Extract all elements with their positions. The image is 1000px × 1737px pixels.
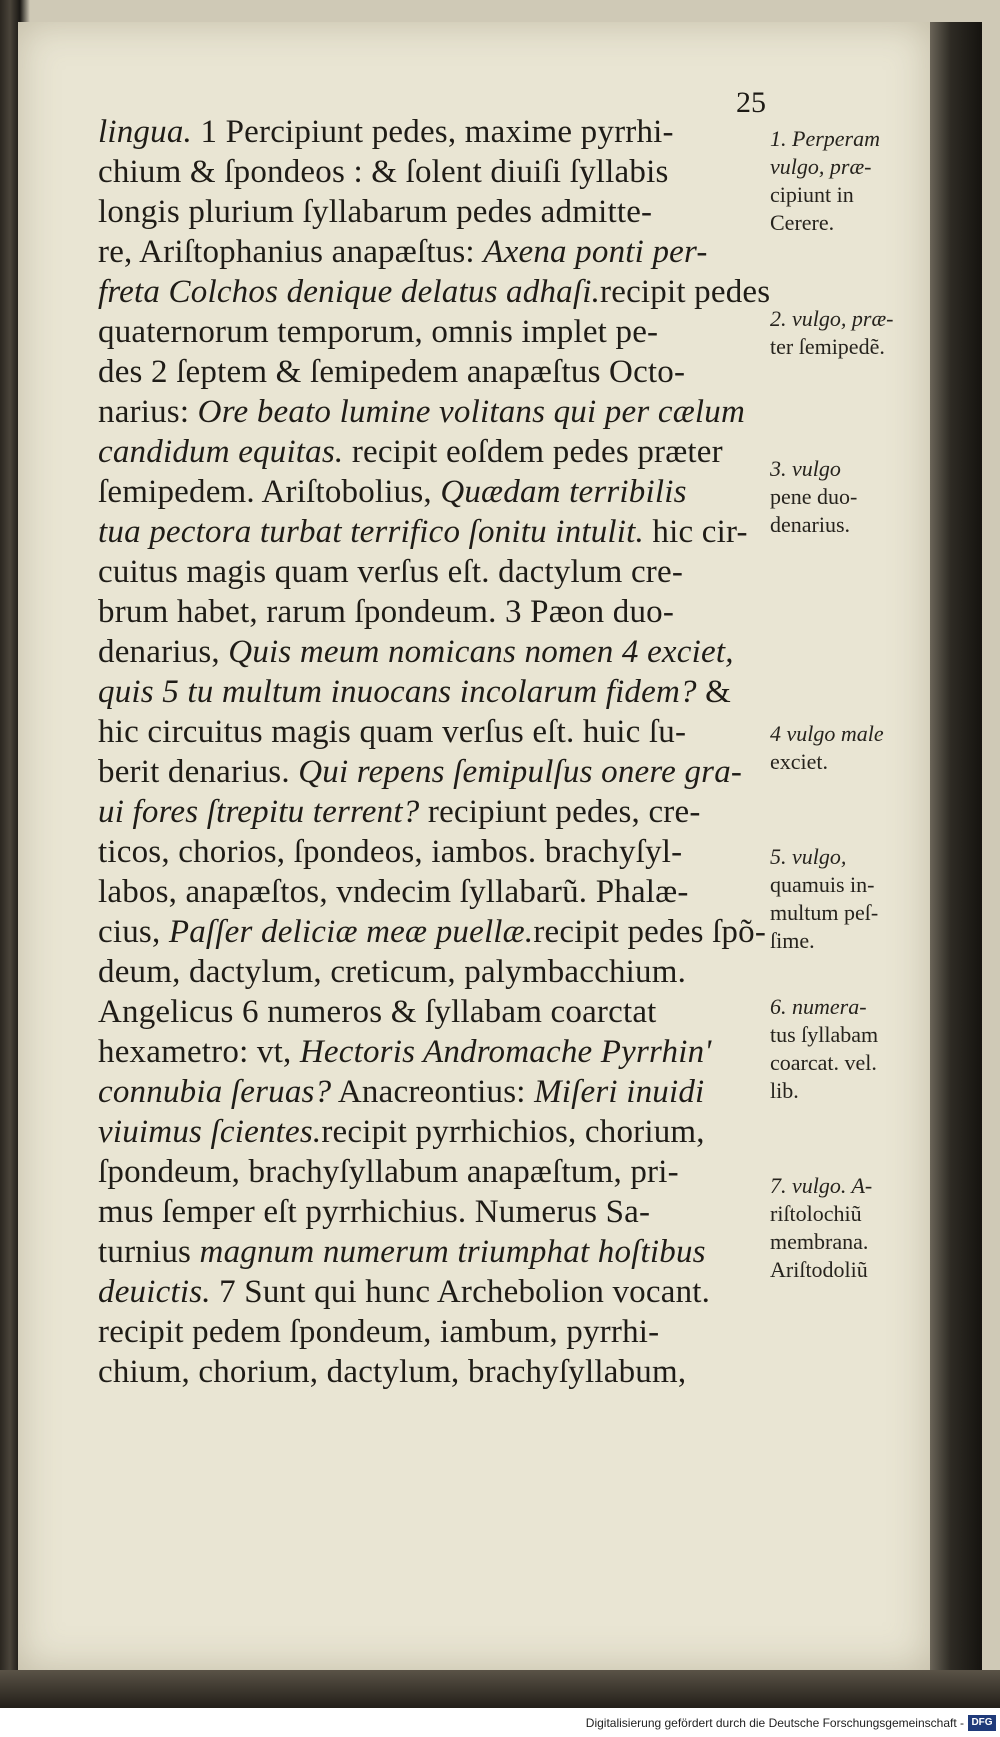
italic-quotation: Quædam terribilis	[440, 474, 687, 510]
text-line	[98, 1312, 768, 1352]
text-line	[98, 1112, 768, 1152]
text-run: ſpondeum, brachyſyllabum anapæſtum, pri-	[98, 1154, 679, 1190]
dfg-logo: DFG	[968, 1715, 996, 1731]
text-line	[98, 472, 768, 512]
text-line	[98, 592, 768, 632]
footer-bar	[0, 1712, 1000, 1737]
margin-note-line: coarcat. vel.	[770, 1050, 877, 1075]
text-run: berit denarius.	[98, 754, 299, 790]
margin-note	[770, 305, 930, 361]
text-line	[98, 552, 768, 592]
margin-note-line: 4 vulgo male	[770, 721, 884, 746]
margin-note-line: vulgo, præ-	[770, 154, 872, 179]
main-text-block	[98, 112, 771, 1392]
italic-quotation: Miſeri inuidi	[534, 1074, 705, 1110]
text-line	[98, 1352, 768, 1392]
text-run: Angelicus 6 numeros & ſyllabam coarctat	[98, 994, 657, 1030]
text-run: narius:	[98, 394, 198, 430]
text-line	[98, 952, 768, 992]
italic-quotation: deuictis.	[98, 1274, 211, 1310]
text-run: 7 Sunt qui hunc Archebolion vocant.	[210, 1274, 711, 1310]
text-run: cuitus magis quam verſus eſt. dactylum cre-	[98, 554, 684, 590]
text-run: brum habet, rarum ſpondeum. 3 Pæon duo-	[98, 594, 675, 630]
page-bottom-edge	[0, 1670, 1000, 1708]
text-line	[98, 872, 768, 912]
text-run: turnius	[98, 1234, 200, 1270]
text-line	[98, 1192, 768, 1232]
text-run: hexametro: vt,	[98, 1034, 300, 1070]
text-line	[98, 632, 768, 672]
italic-quotation: Axena ponti per-	[483, 234, 708, 270]
margin-note-line: 1. Perperam	[770, 126, 880, 151]
margin-note-line: ter ſemipedẽ.	[770, 334, 885, 359]
margin-note-line: pene duo-	[770, 484, 858, 509]
italic-quotation: quis 5 tu multum inuocans incolarum fidem?	[98, 674, 697, 710]
text-run: recipit pyrrhichios, chorium,	[321, 1114, 705, 1150]
text-run: re, Ariſtophanius anapæſtus:	[98, 234, 484, 270]
text-run: mus ſemper eſt pyrrhichius. Numerus Sa-	[98, 1194, 651, 1230]
margin-note	[770, 993, 930, 1105]
margin-note-line: Ariſtodoliũ	[770, 1257, 868, 1282]
text-run: recipit eoſdem pedes præter	[343, 434, 723, 470]
margin-note-line: lib.	[770, 1078, 799, 1103]
text-run: hic cir-	[643, 514, 748, 550]
text-run: ticos, chorios, ſpondeos, iambos. brachyſyl-	[98, 834, 683, 870]
italic-quotation: connubia ſeruas?	[98, 1074, 332, 1110]
italic-quotation: ui fores ſtrepitu terrent?	[98, 794, 420, 830]
italic-quotation: lingua.	[98, 114, 192, 150]
margin-note	[770, 1172, 930, 1284]
italic-quotation: magnum numerum triumphat hoſtibus	[199, 1234, 706, 1270]
italic-quotation: Hectoris Andromache Pyrrhin'	[299, 1034, 712, 1070]
margin-note-line: riſtolochiũ	[770, 1201, 862, 1226]
text-run: labos, anapæſtos, vndecim ſyllabarũ. Phalæ-	[98, 874, 689, 910]
margin-note-line: Cerere.	[770, 210, 835, 235]
text-line	[98, 752, 768, 792]
margin-note-line: 5. vulgo,	[770, 844, 847, 869]
margin-note-line: exciet.	[770, 749, 829, 774]
margin-note-line: cipiunt in	[770, 182, 854, 207]
margin-note-line: 3. vulgo	[770, 456, 841, 481]
text-run: recipit pedes	[600, 274, 771, 310]
text-line	[98, 272, 771, 312]
text-run: denarius,	[98, 634, 229, 670]
text-run: chium, chorium, dactylum, brachyſyllabum,	[98, 1354, 687, 1390]
italic-quotation: candidum equitas.	[98, 434, 344, 470]
text-run: Anacreontius:	[331, 1074, 535, 1110]
text-line	[98, 352, 768, 392]
italic-quotation: viuimus ſcientes.	[98, 1114, 322, 1150]
italic-quotation: freta Colchos denique delatus adhaſi.	[98, 274, 601, 310]
margin-note-line: tus ſyllabam	[770, 1022, 879, 1047]
text-line	[98, 112, 768, 152]
text-line	[98, 392, 768, 432]
margin-note-line: denarius.	[770, 512, 851, 537]
text-run: cius,	[98, 914, 169, 950]
text-line	[98, 672, 768, 712]
text-run: &	[696, 674, 732, 710]
italic-quotation: Quis meum nomicans nomen 4 exciet,	[228, 634, 734, 670]
text-line	[98, 792, 768, 832]
margin-note-line: 2. vulgo, præ-	[770, 306, 894, 331]
text-line	[98, 232, 768, 272]
text-line	[98, 912, 768, 952]
italic-quotation: Ore beato lumine volitans qui per cælum	[197, 394, 746, 430]
text-run: deum, dactylum, creticum, palymbacchium.	[98, 954, 687, 990]
text-run: 1 Percipiunt pedes, maxime pyrrhi-	[192, 114, 674, 150]
text-line	[98, 832, 768, 872]
text-line	[98, 1072, 768, 1112]
margin-note-line: quamuis in-	[770, 872, 875, 897]
margin-note-line: 7. vulgo. A-	[770, 1173, 873, 1198]
page-right-edge	[930, 22, 982, 1670]
page-number: 25	[736, 86, 766, 119]
margin-note	[770, 843, 930, 955]
text-line	[98, 192, 768, 232]
text-line	[98, 1232, 768, 1272]
margin-note	[770, 125, 930, 237]
text-line	[98, 1272, 768, 1312]
text-run: hic circuitus magis quam verſus eſt. huic ſu-	[98, 714, 687, 750]
text-line	[98, 152, 768, 192]
text-line	[98, 1032, 768, 1072]
text-run: chium & ſpondeos : & ſolent diuiſi ſyllabis	[98, 154, 669, 190]
text-run: quaternorum temporum, omnis implet pe-	[98, 314, 659, 350]
italic-quotation: Qui repens ſemipulſus onere gra-	[298, 754, 743, 790]
margin-note-line: multum peſ-	[770, 900, 879, 925]
margin-note	[770, 720, 930, 776]
text-line	[98, 1152, 768, 1192]
italic-quotation: Paſſer deliciæ meæ puellæ.	[168, 914, 534, 950]
text-line	[98, 992, 768, 1032]
funding-credit: Digitalisierung gefördert durch die Deutsche Forschungsgemeinschaft -	[585, 1716, 964, 1730]
text-line	[98, 432, 768, 472]
text-run: recipit pedes ſpõ-	[533, 914, 767, 950]
text-run: ſemipedem. Ariſtobolius,	[98, 474, 441, 510]
margin-note-line: ſime.	[770, 928, 815, 953]
margin-note-line: 6. numera-	[770, 994, 867, 1019]
text-line	[98, 512, 768, 552]
margin-note	[770, 455, 930, 539]
margin-note-line: membrana.	[770, 1229, 869, 1254]
text-run: recipit pedem ſpondeum, iambum, pyrrhi-	[98, 1314, 660, 1350]
text-run: des 2 ſeptem & ſemipedem anapæſtus Octo-	[98, 354, 686, 390]
text-run: recipiunt pedes, cre-	[419, 794, 701, 830]
text-line	[98, 712, 768, 752]
text-run: longis plurium ſyllabarum pedes admitte-	[98, 194, 653, 230]
text-line	[98, 312, 768, 352]
italic-quotation: tua pectora turbat terrifico ſonitu intulit.	[98, 514, 644, 550]
